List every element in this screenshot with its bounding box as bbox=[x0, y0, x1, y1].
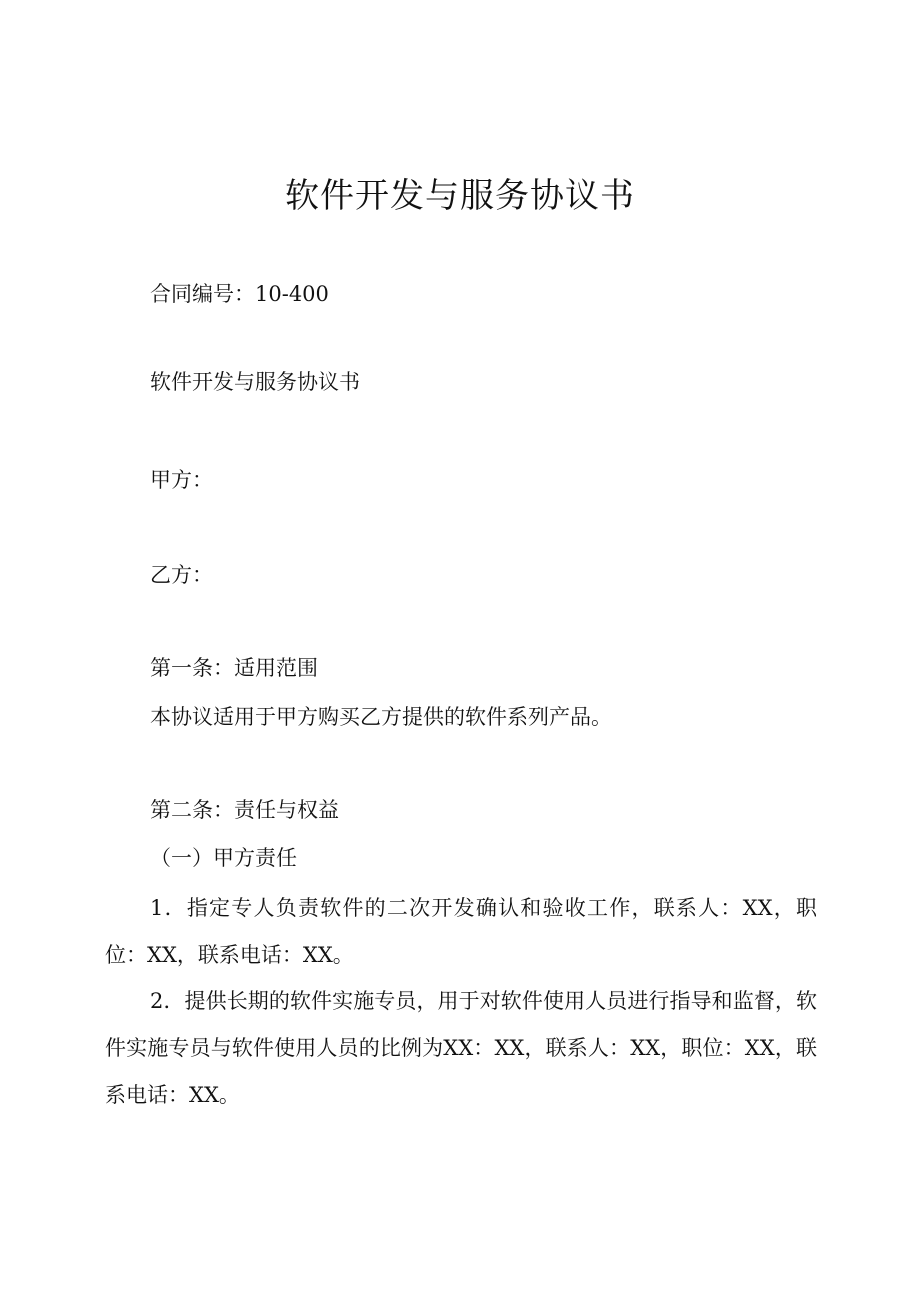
document-subtitle: 软件开发与服务协议书 bbox=[150, 370, 360, 394]
article2-subheading: （一）甲方责任 bbox=[150, 846, 297, 870]
article1-body: 本协议适用于甲方购买乙方提供的软件系列产品。 bbox=[150, 705, 612, 729]
contract-number: 合同编号：10-400 bbox=[150, 282, 329, 306]
article2-heading: 第二条：责任与权益 bbox=[150, 798, 339, 822]
document-title: 软件开发与服务协议书 bbox=[285, 176, 635, 216]
article2-item1: 1．指定专人负责软件的二次开发确认和验收工作，联系人：XX，职位：XX，联系电话：XX。 bbox=[105, 896, 817, 967]
article2-item2: 2．提供长期的软件实施专员，用于对软件使用人员进行指导和监督，软件实施专员与软件使用人员的比例为XX：XX，联系人：XX，职位：XX，联系电话：XX。 bbox=[105, 989, 817, 1107]
article1-heading: 第一条：适用范围 bbox=[150, 656, 318, 680]
party-a-label: 甲方： bbox=[150, 468, 213, 492]
party-b-label: 乙方： bbox=[150, 563, 213, 587]
